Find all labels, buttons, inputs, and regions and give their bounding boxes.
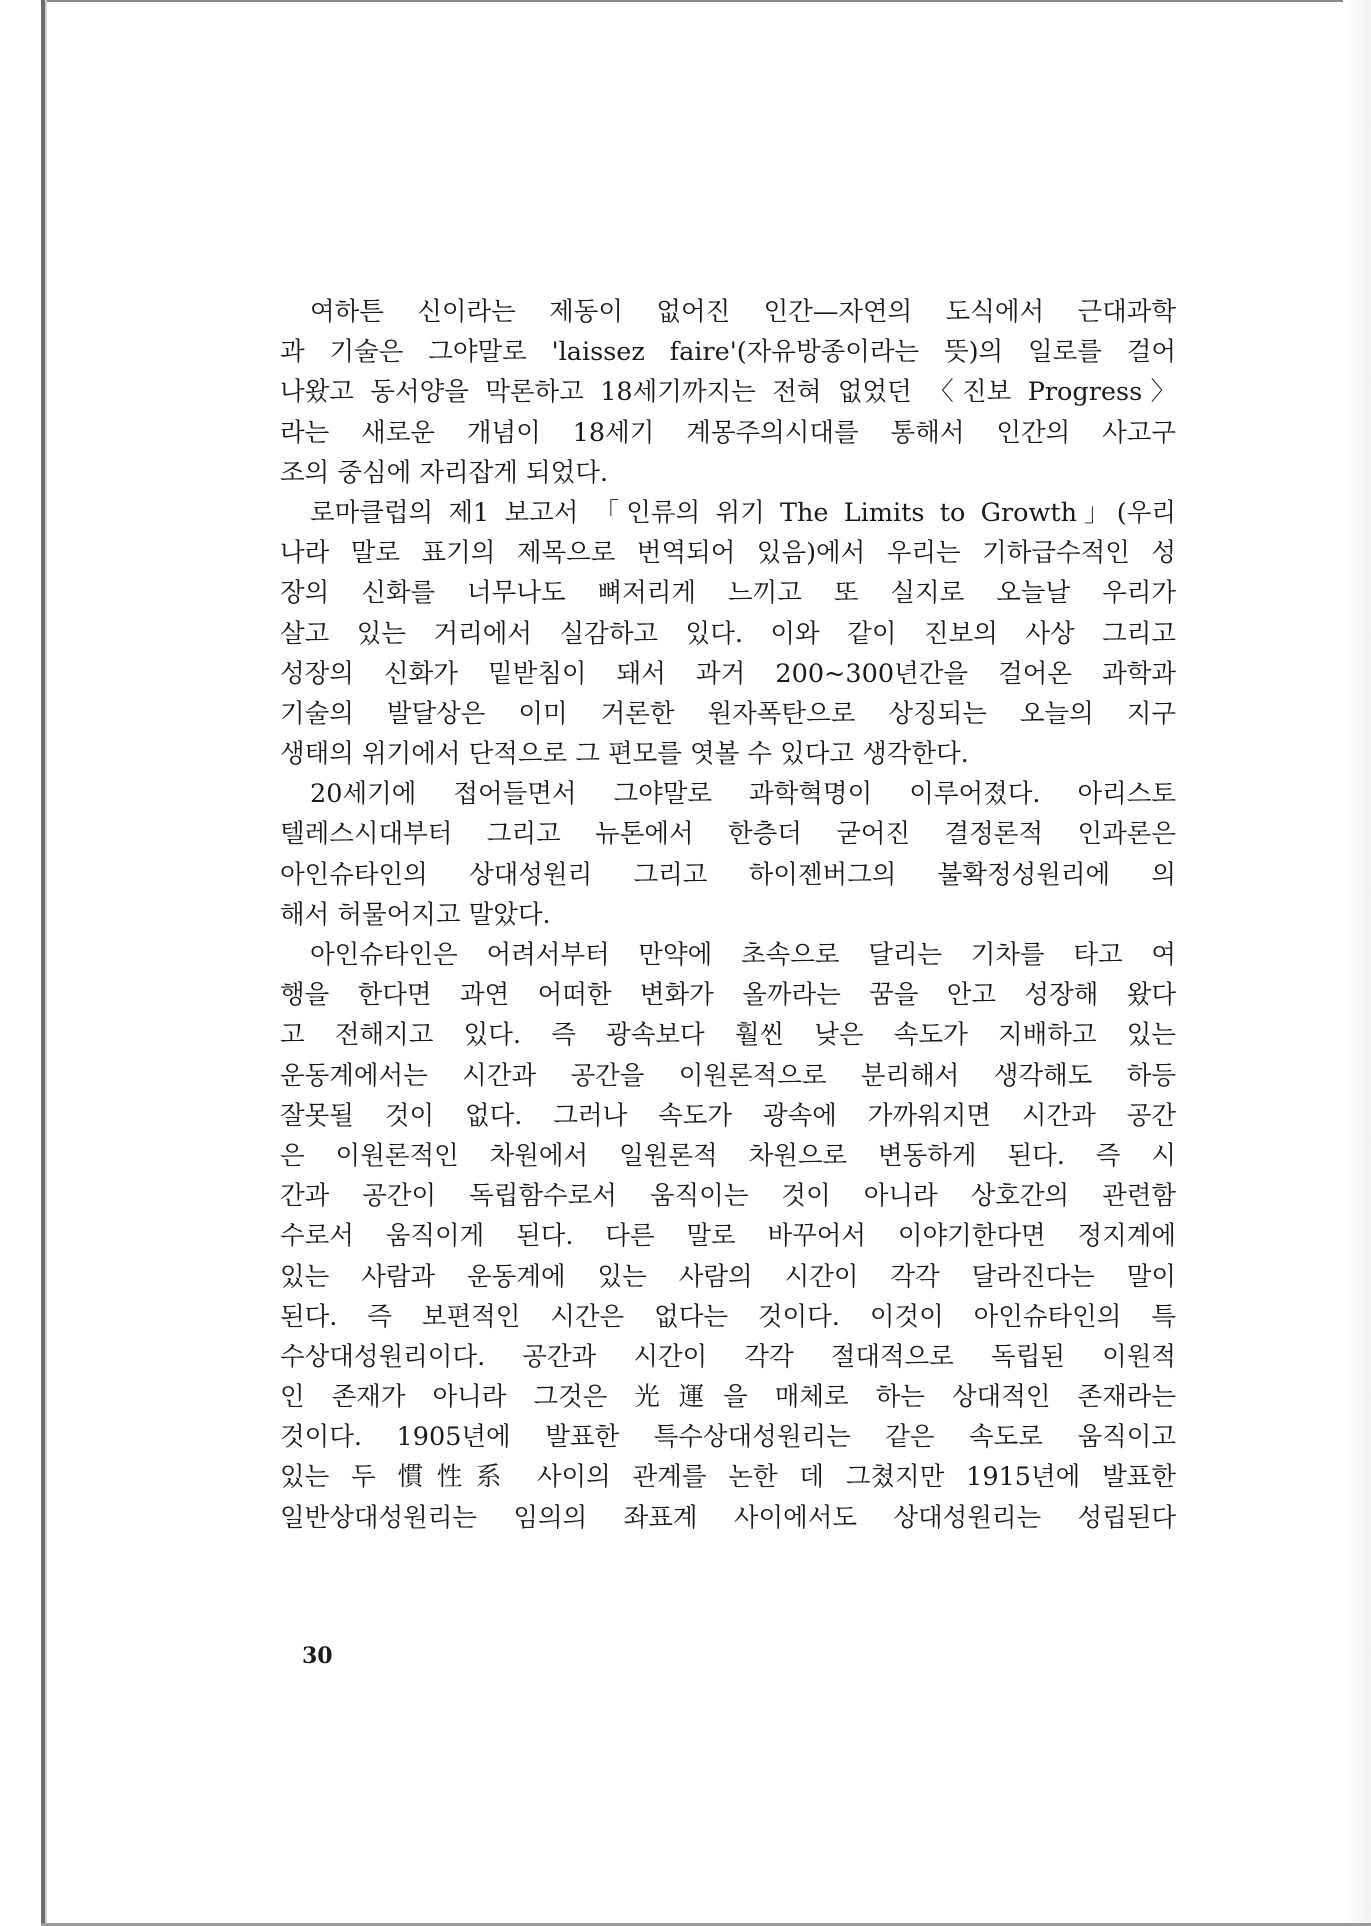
text-line: 인 존재가 아니라 그것은 光運을 매체로 하는 상대적인 존재라는	[280, 1382, 1176, 1413]
text-line: 텔레스시대부터 그리고 뉴톤에서 한층더 굳어진 결정론적 인과론은	[280, 819, 1176, 850]
text-line: 있는 사람과 운동계에 있는 사람의 시간이 각각 달라진다는 말이	[280, 1261, 1176, 1292]
page-right-shade	[1343, 0, 1371, 1926]
text-line: 해서 허물어지고 말았다.	[280, 899, 551, 930]
text-line: 일반상대성원리는 임의의 좌표계 사이에서도 상대성원리는 성립된다	[280, 1502, 1176, 1533]
text-line: 운동계에서는 시간과 공간을 이원론적으로 분리해서 생각해도 하등	[280, 1060, 1176, 1091]
text-line: 라는 새로운 개념이 18세기 계몽주의시대를 통해서 인간의 사고구	[280, 417, 1176, 448]
text-line: 나라 말로 표기의 제목으로 번역되어 있음)에서 우리는 기하급수적인 성	[280, 538, 1176, 569]
text-line: 여하튼 신이라는 제동이 없어진 인간—자연의 도식에서 근대과학	[310, 297, 1176, 327]
text-line: 조의 중심에 자리잡게 되었다.	[280, 457, 609, 488]
text-line: 고 전해지고 있다. 즉 광속보다 훨씬 낮은 속도가 지배하고 있는	[280, 1020, 1176, 1051]
text-line: 된다. 즉 보편적인 시간은 없다는 것이다. 이것이 아인슈타인의 특	[280, 1301, 1176, 1332]
text-line: 은 이원론적인 차원에서 일원론적 차원으로 변동하게 된다. 즉 시	[280, 1140, 1176, 1171]
text-line: 기술의 발달상은 이미 거론한 원자폭탄으로 상징되는 오늘의 지구	[280, 698, 1176, 729]
text-line: 살고 있는 거리에서 실감하고 있다. 이와 같이 진보의 사상 그리고	[280, 618, 1176, 649]
text-line: 생태의 위기에서 단적으로 그 편모를 엿볼 수 있다고 생각한다.	[280, 739, 969, 770]
page-number: 30	[302, 1643, 333, 1669]
body-text	[280, 292, 1176, 1538]
text-line: 아인슈타인은 어려서부터 만약에 초속으로 달리는 기차를 타고 여	[310, 940, 1176, 970]
text-line: 수로서 움직이게 된다. 다른 말로 바꾸어서 이야기한다면 정지계에	[280, 1221, 1176, 1252]
text-line: 있는 두 慣性系 사이의 관계를 논한 데 그쳤지만 1915년에 발표한	[280, 1462, 1176, 1493]
text-line: 과 기술은 그야말로 'laissez faire'(자유방종이라는 뜻)의 일로를 걸어	[280, 337, 1176, 368]
text-line: 아인슈타인의 상대성원리 그리고 하이젠버그의 불확정성원리에 의	[280, 859, 1176, 890]
text-line: 것이다. 1905년에 발표한 특수상대성원리는 같은 속도로 움직이고	[280, 1422, 1176, 1453]
text-line: 행을 한다면 과연 어떠한 변화가 올까라는 꿈을 안고 성장해 왔다	[280, 980, 1176, 1011]
text-line: 성장의 신화가 밑받침이 돼서 과거 200~300년간을 걸어온 과학과	[280, 658, 1176, 689]
text-line: 장의 신화를 너무나도 뼈저리게 느끼고 또 실지로 오늘날 우리가	[280, 578, 1176, 609]
page-left-shadow	[45, 0, 47, 1926]
page-top-edge	[41, 0, 1371, 2]
text-line: 로마클럽의 제1 보고서 「인류의 위기 The Limits to Growth」(우리	[310, 497, 1176, 528]
text-line: 잘못될 것이 없다. 그러나 속도가 광속에 가까워지면 시간과 공간	[280, 1100, 1176, 1131]
text-line: 20세기에 접어들면서 그야말로 과학혁명이 이루어졌다. 아리스토	[310, 779, 1176, 810]
text-line: 간과 공간이 독립함수로서 움직이는 것이 아니라 상호간의 관련함	[280, 1181, 1176, 1212]
text-line: 수상대성원리이다. 공간과 시간이 각각 절대적으로 독립된 이원적	[280, 1341, 1176, 1372]
text-line: 나왔고 동서양을 막론하고 18세기까지는 전혀 없었던 〈진보 Progress〉	[280, 377, 1176, 408]
